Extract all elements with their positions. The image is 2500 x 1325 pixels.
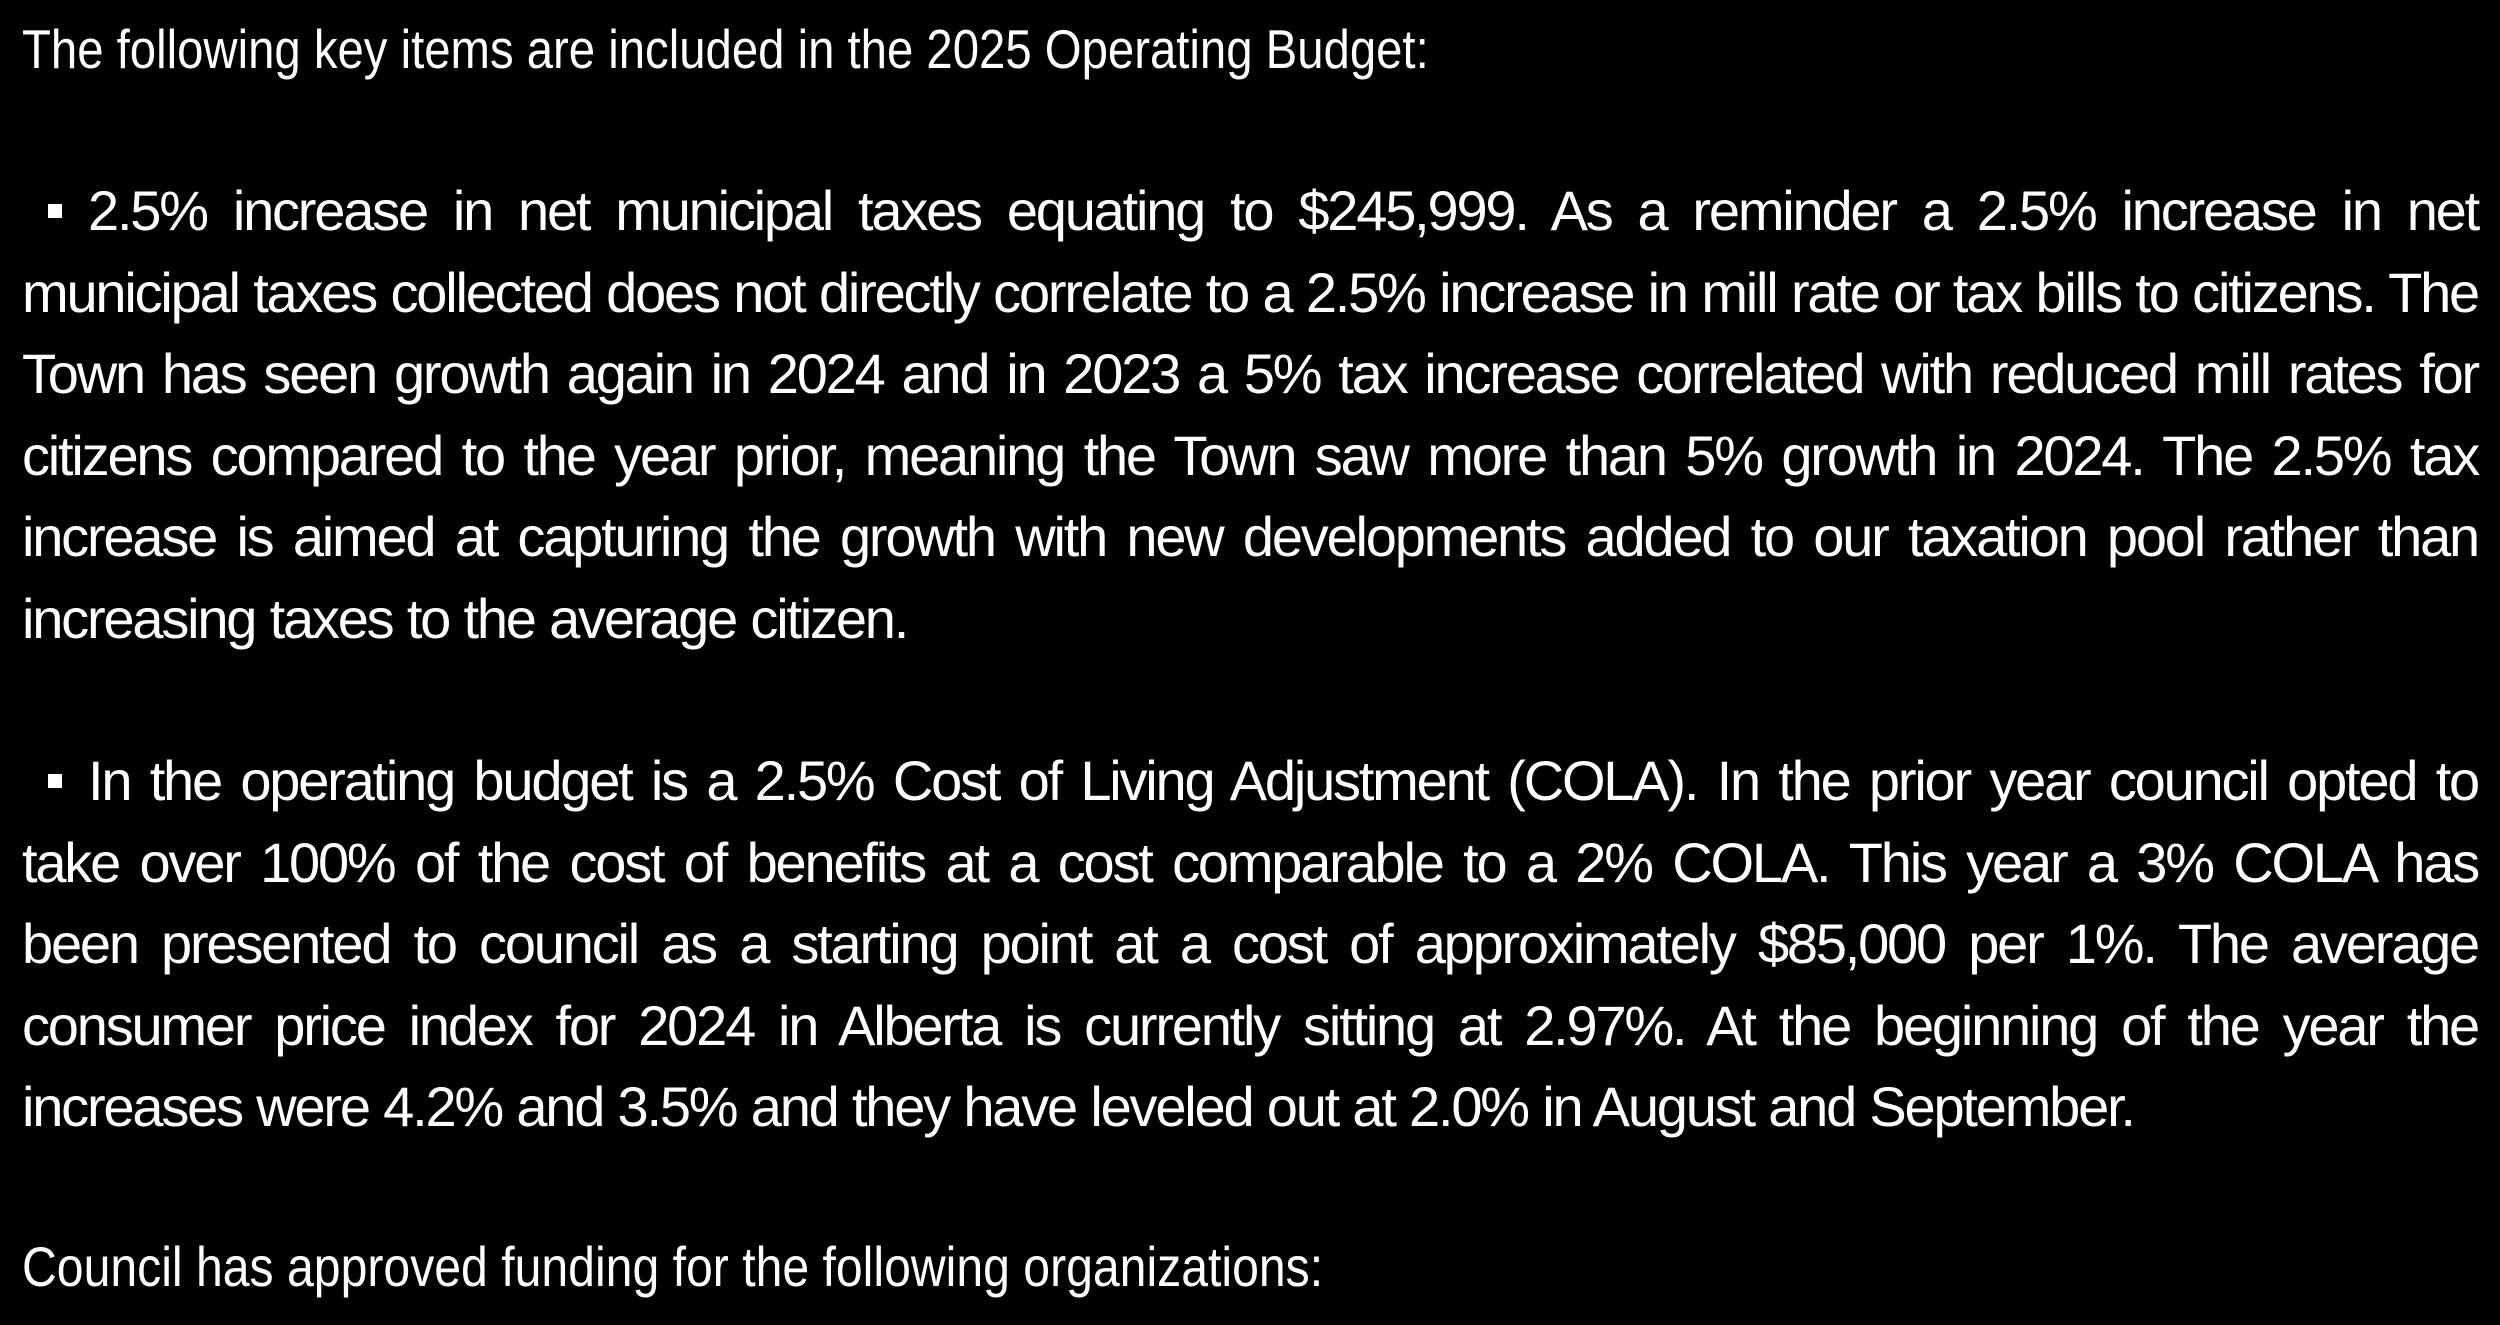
closing-text: Council has approved funding for the following organizations: [22, 1235, 1324, 1298]
bullet-square-icon [48, 204, 62, 218]
list-item [22, 170, 2478, 659]
intro-text: The following key items are included in the 2025 Operating Budget: [22, 18, 1429, 80]
list-item [22, 740, 2478, 1148]
list-item-text: 2.5% increase in net municipal taxes equating to $245,999. As a reminder a 2.5% increase in net municipal taxes collected does not directly correlate to a 2.5% increase in mill rate or tax bills to citizens. The Town has seen growth again in 2024 and in 2023 a 5% tax increase correlated with reduced mill rates for citizens compared to the year prior, meaning the Town saw more than 5% growth in 2024. The 2.5% tax increase is aimed at capturing the growth with new developments added to our taxation pool rather than increasing taxes to the average citizen. [22, 179, 2478, 650]
list-item-text: In the operating budget is a 2.5% Cost of Living Adjustment (COLA). In the prior year council opted to take over 100% of the cost of benefits at a cost comparable to a 2% COLA. This year a 3% COLA has been presented to council as a starting point at a cost of approximately $85,000 per 1%. The average consumer price index for 2024 in Alberta is currently sitting at 2.97%. At the beginning of the year the increases were 4.2% and 3.5% and they have leveled out at 2.0% in August and September. [22, 749, 2478, 1138]
bullet-square-icon [48, 774, 62, 788]
